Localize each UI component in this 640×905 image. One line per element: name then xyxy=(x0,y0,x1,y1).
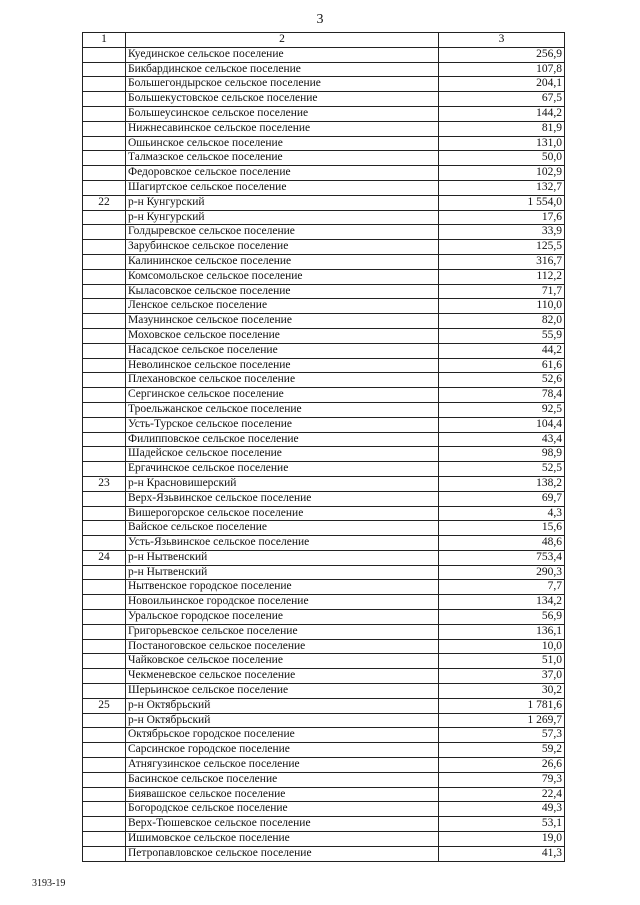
table-row xyxy=(83,610,565,625)
row-number xyxy=(83,151,126,166)
amount-value: 110,0 xyxy=(439,299,565,314)
row-number xyxy=(83,210,126,225)
amount-value: 26,6 xyxy=(439,758,565,773)
row-number xyxy=(83,580,126,595)
table-row xyxy=(83,758,565,773)
table-row xyxy=(83,846,565,861)
municipality-name: Ишимовское сельское поселение xyxy=(126,832,439,847)
municipality-name: Большегондырское сельское поселение xyxy=(126,77,439,92)
row-number xyxy=(83,521,126,536)
amount-value: 125,5 xyxy=(439,240,565,255)
table-row xyxy=(83,580,565,595)
row-number xyxy=(83,506,126,521)
table-row xyxy=(83,506,565,521)
municipality-name: Насадское сельское поселение xyxy=(126,343,439,358)
row-number xyxy=(83,284,126,299)
amount-value: 52,6 xyxy=(439,373,565,388)
table-row xyxy=(83,802,565,817)
row-number xyxy=(83,299,126,314)
row-number xyxy=(83,565,126,580)
amount-value: 30,2 xyxy=(439,684,565,699)
municipality-name: Кыласовское сельское поселение xyxy=(126,284,439,299)
row-number xyxy=(83,240,126,255)
municipality-name: Григорьевское сельское поселение xyxy=(126,624,439,639)
row-number xyxy=(83,388,126,403)
table-row xyxy=(83,314,565,329)
table-row xyxy=(83,284,565,299)
table-row xyxy=(83,151,565,166)
table-row xyxy=(83,77,565,92)
table-row xyxy=(83,106,565,121)
amount-value: 37,0 xyxy=(439,669,565,684)
row-number xyxy=(83,758,126,773)
row-number xyxy=(83,846,126,861)
row-number xyxy=(83,92,126,107)
municipality-name: р-н Кунгурский xyxy=(126,210,439,225)
table-row xyxy=(83,476,565,491)
table-row xyxy=(83,373,565,388)
amount-value: 52,5 xyxy=(439,462,565,477)
amount-value: 79,3 xyxy=(439,772,565,787)
amount-value: 61,6 xyxy=(439,358,565,373)
municipality-name: Октябрьское городское поселение xyxy=(126,728,439,743)
row-number xyxy=(83,328,126,343)
table-row xyxy=(83,684,565,699)
table-row xyxy=(83,550,565,565)
table-row xyxy=(83,713,565,728)
table-row xyxy=(83,62,565,77)
amount-value: 144,2 xyxy=(439,106,565,121)
table-row xyxy=(83,240,565,255)
municipality-name: р-н Красновишерский xyxy=(126,476,439,491)
table-row xyxy=(83,180,565,195)
amount-value: 78,4 xyxy=(439,388,565,403)
row-number xyxy=(83,166,126,181)
table-row xyxy=(83,639,565,654)
amount-value: 4,3 xyxy=(439,506,565,521)
table-row xyxy=(83,669,565,684)
amount-value: 138,2 xyxy=(439,476,565,491)
amount-value: 22,4 xyxy=(439,787,565,802)
amount-value: 48,6 xyxy=(439,536,565,551)
row-number xyxy=(83,314,126,329)
amount-value: 136,1 xyxy=(439,624,565,639)
municipality-name: Верх-Тюшевское сельское поселение xyxy=(126,817,439,832)
municipality-name: Ергачинское сельское поселение xyxy=(126,462,439,477)
row-number xyxy=(83,373,126,388)
table-body xyxy=(83,47,565,861)
row-number xyxy=(83,136,126,151)
row-number xyxy=(83,358,126,373)
row-number xyxy=(83,624,126,639)
municipality-name: Федоровское сельское поселение xyxy=(126,166,439,181)
amount-value: 134,2 xyxy=(439,595,565,610)
row-number xyxy=(83,817,126,832)
amount-value: 107,8 xyxy=(439,62,565,77)
amount-value: 53,1 xyxy=(439,817,565,832)
amount-value: 290,3 xyxy=(439,565,565,580)
row-number xyxy=(83,106,126,121)
municipality-name: Вишерогорское сельское поселение xyxy=(126,506,439,521)
row-number xyxy=(83,772,126,787)
row-number xyxy=(83,225,126,240)
table-row xyxy=(83,832,565,847)
table-row xyxy=(83,595,565,610)
municipality-name: Богородское сельское поселение xyxy=(126,802,439,817)
table-row xyxy=(83,743,565,758)
row-number xyxy=(83,669,126,684)
municipality-name: Большекустовское сельское поселение xyxy=(126,92,439,107)
table-row xyxy=(83,565,565,580)
amount-value: 44,2 xyxy=(439,343,565,358)
municipality-name: Шагиртское сельское поселение xyxy=(126,180,439,195)
amount-value: 104,4 xyxy=(439,417,565,432)
amount-value: 59,2 xyxy=(439,743,565,758)
municipality-name: Петропавловское сельское поселение xyxy=(126,846,439,861)
amount-value: 1 554,0 xyxy=(439,195,565,210)
row-number xyxy=(83,180,126,195)
amount-value: 92,5 xyxy=(439,402,565,417)
row-number xyxy=(83,610,126,625)
amount-value: 67,5 xyxy=(439,92,565,107)
municipality-name: Новоильинское городское поселение xyxy=(126,595,439,610)
municipality-name: Ошьинское сельское поселение xyxy=(126,136,439,151)
municipality-name: Уральское городское поселение xyxy=(126,610,439,625)
amount-value: 131,0 xyxy=(439,136,565,151)
amount-value: 1 781,6 xyxy=(439,698,565,713)
table-row xyxy=(83,225,565,240)
municipality-name: Вайское сельское поселение xyxy=(126,521,439,536)
amount-value: 49,3 xyxy=(439,802,565,817)
municipality-name: Большеусинское сельское поселение xyxy=(126,106,439,121)
municipality-name: р-н Нытвенский xyxy=(126,550,439,565)
table-row xyxy=(83,166,565,181)
row-number xyxy=(83,77,126,92)
table-row xyxy=(83,254,565,269)
row-number xyxy=(83,639,126,654)
municipality-name: Голдыревское сельское поселение xyxy=(126,225,439,240)
document-code: 3193-19 xyxy=(32,878,66,889)
table-row xyxy=(83,299,565,314)
municipality-name: р-н Октябрьский xyxy=(126,698,439,713)
municipality-name: Нижнесавинское сельское поселение xyxy=(126,121,439,136)
amount-value: 41,3 xyxy=(439,846,565,861)
municipality-name: Сарсинское городское поселение xyxy=(126,743,439,758)
table-header-row xyxy=(83,33,565,48)
row-number xyxy=(83,447,126,462)
row-number xyxy=(83,595,126,610)
table-row xyxy=(83,698,565,713)
amount-value: 112,2 xyxy=(439,269,565,284)
municipality-name: Талмазское сельское поселение xyxy=(126,151,439,166)
table-row xyxy=(83,521,565,536)
amount-value: 55,9 xyxy=(439,328,565,343)
municipality-name: р-н Кунгурский xyxy=(126,195,439,210)
column-header-3: 3 xyxy=(439,33,565,48)
row-number xyxy=(83,832,126,847)
table-row xyxy=(83,624,565,639)
table-row xyxy=(83,462,565,477)
row-number xyxy=(83,402,126,417)
row-number xyxy=(83,121,126,136)
municipality-name: Усть-Язьвинское сельское поселение xyxy=(126,536,439,551)
municipality-name: Неволинское сельское поселение xyxy=(126,358,439,373)
amount-value: 7,7 xyxy=(439,580,565,595)
municipality-name: Басинское сельское поселение xyxy=(126,772,439,787)
municipality-name: Филипповское сельское поселение xyxy=(126,432,439,447)
municipality-name: Постаноговское сельское поселение xyxy=(126,639,439,654)
municipality-name: Шадейское сельское поселение xyxy=(126,447,439,462)
row-number: 24 xyxy=(83,550,126,565)
table-row xyxy=(83,787,565,802)
amount-value: 69,7 xyxy=(439,491,565,506)
table-row xyxy=(83,121,565,136)
table-row xyxy=(83,654,565,669)
row-number xyxy=(83,787,126,802)
amount-value: 10,0 xyxy=(439,639,565,654)
amount-value: 51,0 xyxy=(439,654,565,669)
page-number: 3 xyxy=(316,12,324,27)
municipality-name: Чекменевское сельское поселение xyxy=(126,669,439,684)
row-number xyxy=(83,743,126,758)
row-number xyxy=(83,491,126,506)
row-number xyxy=(83,254,126,269)
table-row xyxy=(83,358,565,373)
table-row xyxy=(83,817,565,832)
table-row xyxy=(83,491,565,506)
municipality-name: Калининское сельское поселение xyxy=(126,254,439,269)
row-number xyxy=(83,462,126,477)
amount-value: 316,7 xyxy=(439,254,565,269)
row-number: 22 xyxy=(83,195,126,210)
municipality-name: Усть-Турское сельское поселение xyxy=(126,417,439,432)
row-number xyxy=(83,728,126,743)
amount-value: 15,6 xyxy=(439,521,565,536)
municipality-name: Чайковское сельское поселение xyxy=(126,654,439,669)
amount-value: 33,9 xyxy=(439,225,565,240)
row-number xyxy=(83,269,126,284)
table-row xyxy=(83,210,565,225)
table-row xyxy=(83,92,565,107)
row-number xyxy=(83,684,126,699)
column-header-2: 2 xyxy=(126,33,439,48)
municipality-name: Сергинское сельское поселение xyxy=(126,388,439,403)
amount-value: 56,9 xyxy=(439,610,565,625)
table-row xyxy=(83,772,565,787)
municipality-name: Моховское сельское поселение xyxy=(126,328,439,343)
table-row xyxy=(83,136,565,151)
table-row xyxy=(83,536,565,551)
municipality-name: Верх-Язьвинское сельское поселение xyxy=(126,491,439,506)
table-row xyxy=(83,388,565,403)
municipality-name: Атнягузинское сельское поселение xyxy=(126,758,439,773)
amount-value: 753,4 xyxy=(439,550,565,565)
municipality-name: Ленское сельское поселение xyxy=(126,299,439,314)
row-number xyxy=(83,417,126,432)
table-row xyxy=(83,728,565,743)
amount-value: 98,9 xyxy=(439,447,565,462)
table-row xyxy=(83,195,565,210)
row-number xyxy=(83,62,126,77)
amount-value: 57,3 xyxy=(439,728,565,743)
amount-value: 204,1 xyxy=(439,77,565,92)
amount-value: 19,0 xyxy=(439,832,565,847)
row-number: 23 xyxy=(83,476,126,491)
amount-value: 1 269,7 xyxy=(439,713,565,728)
row-number xyxy=(83,713,126,728)
table-row xyxy=(83,447,565,462)
table-row xyxy=(83,47,565,62)
municipality-name: р-н Нытвенский xyxy=(126,565,439,580)
allocation-table xyxy=(82,32,565,862)
row-number xyxy=(83,536,126,551)
municipality-name: Шерьинское сельское поселение xyxy=(126,684,439,699)
amount-value: 43,4 xyxy=(439,432,565,447)
municipality-name: Троельжанское сельское поселение xyxy=(126,402,439,417)
amount-value: 102,9 xyxy=(439,166,565,181)
row-number xyxy=(83,432,126,447)
column-header-1: 1 xyxy=(83,33,126,48)
row-number xyxy=(83,654,126,669)
amount-value: 17,6 xyxy=(439,210,565,225)
municipality-name: Куединское сельское поселение xyxy=(126,47,439,62)
municipality-name: Нытвенское городское поселение xyxy=(126,580,439,595)
municipality-name: Мазунинское сельское поселение xyxy=(126,314,439,329)
municipality-name: Биявашское сельское поселение xyxy=(126,787,439,802)
table-row xyxy=(83,402,565,417)
amount-value: 50,0 xyxy=(439,151,565,166)
row-number: 25 xyxy=(83,698,126,713)
row-number xyxy=(83,47,126,62)
table-row xyxy=(83,269,565,284)
table-row xyxy=(83,343,565,358)
municipality-name: Зарубинское сельское поселение xyxy=(126,240,439,255)
amount-value: 81,9 xyxy=(439,121,565,136)
amount-value: 82,0 xyxy=(439,314,565,329)
amount-value: 71,7 xyxy=(439,284,565,299)
row-number xyxy=(83,343,126,358)
amount-value: 132,7 xyxy=(439,180,565,195)
amount-value: 256,9 xyxy=(439,47,565,62)
table-row xyxy=(83,417,565,432)
table-row xyxy=(83,432,565,447)
municipality-name: Бикбардинское сельское поселение xyxy=(126,62,439,77)
row-number xyxy=(83,802,126,817)
municipality-name: Плехановское сельское поселение xyxy=(126,373,439,388)
table-row xyxy=(83,328,565,343)
municipality-name: р-н Октябрьский xyxy=(126,713,439,728)
municipality-name: Комсомольское сельское поселение xyxy=(126,269,439,284)
